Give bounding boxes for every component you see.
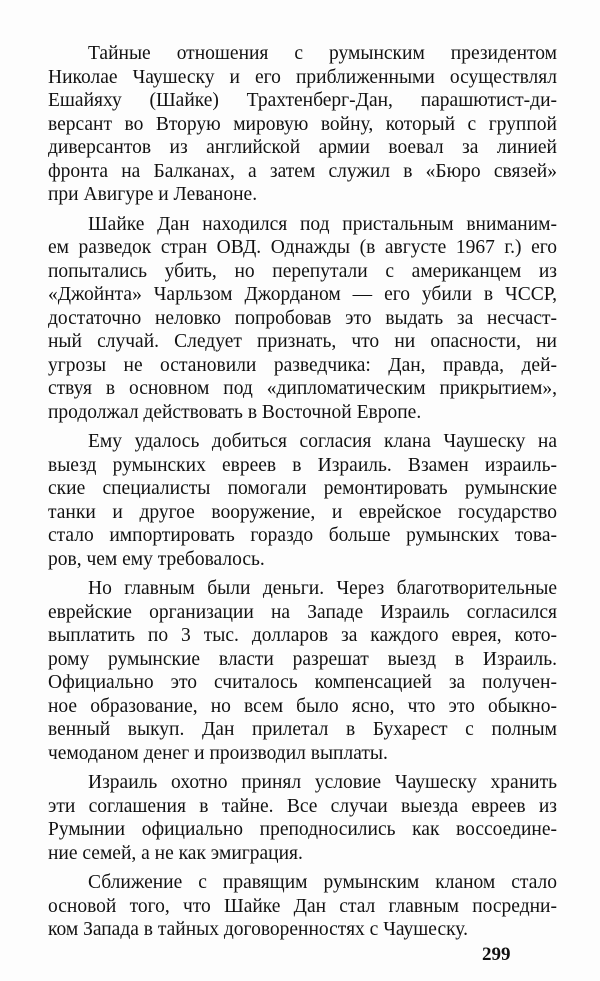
text-line: продолжал действовать в Восточной Европе. [48, 401, 422, 423]
text-line: диверсантов из английской армии воевал за линией [48, 137, 557, 158]
text-line: Румынии официально преподносились как воссоедине- [48, 819, 557, 840]
text-line: рому румынские власти разрешат выезд в Израиль. [48, 648, 557, 670]
text-line: Сближение с правящим румынским кланом стало [88, 872, 557, 893]
body-text [48, 42, 557, 948]
text-line: Израиль охотно принял условие Чаушеску хранить [88, 772, 557, 793]
text-line: Тайные отношения с румынским президентом [88, 43, 557, 64]
text-line: фронта на Балканах, а затем служил в «Бюро связей» [48, 160, 557, 182]
text-line: Но главным были деньги. Через благотворительные [88, 578, 557, 599]
text-line: угрозы не остановили разведчика: Дан, правда, дей- [48, 354, 557, 376]
text-line: ком Запада в тайных договоренностях с Чаушеску. [48, 919, 468, 940]
text-line: при Авигуре и Леваноне. [48, 184, 258, 205]
text-line: эти соглашения в тайне. Все случаи выезда евреев из [48, 795, 557, 817]
text-line: выезд румынских евреев в Израиль. Взамен израиль- [48, 454, 557, 476]
text-line: Шайке Дан находился под пристальным вниманим- [88, 213, 557, 235]
text-line: венный выкуп. Дан прилетал в Бухарест с полным [48, 719, 557, 740]
text-line: Николае Чаушеску и его приближенными осуществлял [48, 66, 557, 88]
text-line: ный случай. Следует признать, что ни опасности, ни [48, 331, 557, 352]
page-number: 299 [482, 944, 511, 965]
paragraph [48, 771, 557, 865]
text-line: чемоданом денег и производил выплаты. [48, 742, 388, 764]
text-line: ров, чем ему требовалось. [48, 548, 265, 570]
text-line: Ему удалось добиться согласия клана Чаушеску на [88, 431, 557, 452]
text-line: «Джойнта» Чарльзом Джорданом — его убили в ЧССР, [48, 284, 557, 305]
text-line: танки и другое вооружение, и еврейское государство [48, 501, 557, 523]
text-line: Ешайяху (Шайке) Трахтенберг-Дан, парашютист-ди- [48, 90, 557, 111]
text-line: еврейские организации на Западе Израиль согласился [48, 601, 557, 623]
paragraph [48, 871, 557, 942]
text-line: стало импортировать гораздо больше румынских това- [48, 525, 557, 546]
text-line: Официально это считалось компенсацией за получен- [48, 672, 557, 693]
paragraph [48, 577, 557, 765]
paragraph [48, 213, 557, 425]
text-line: ное образование, но всем было ясно, что это обыкно- [48, 695, 557, 717]
text-line: ствуя в основном под «дипломатическим прикрытием», [48, 378, 557, 399]
paragraph [48, 430, 557, 571]
text-line: ем разведок стран ОВД. Однажды (в августе 1967 г.) его [48, 237, 557, 258]
text-line: выплатить по 3 тыс. долларов за каждого еврея, кото- [48, 625, 557, 646]
text-line: ские специалисты помогали ремонтировать румынские [48, 478, 557, 499]
text-line: версант во Вторую мировую войну, который с группой [48, 113, 557, 135]
text-line: попытались убить, но перепутали с американцем из [48, 260, 557, 282]
text-line: достаточно неловко попробовав это выдать за несчаст- [48, 307, 557, 329]
paragraph [48, 42, 557, 207]
text-line: ние семей, а не как эмиграция. [48, 842, 303, 864]
text-line: основой того, что Шайке Дан стал главным посредни- [48, 895, 557, 917]
